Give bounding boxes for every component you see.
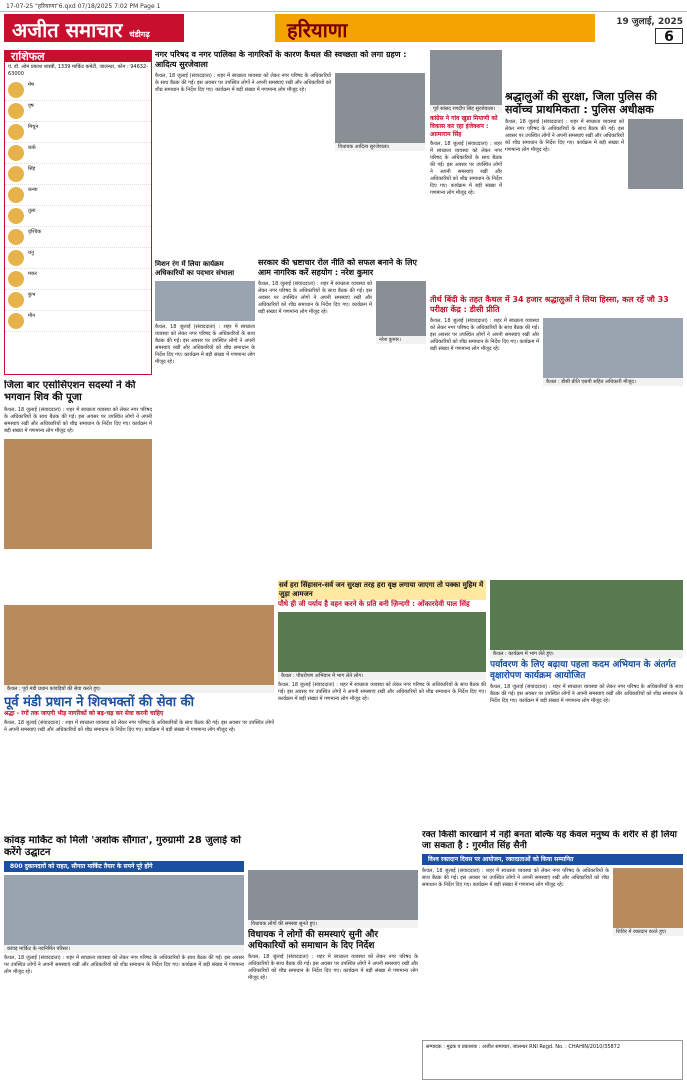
article-photo [335, 73, 425, 143]
article-photo [155, 281, 255, 321]
rashi-row [5, 248, 151, 269]
body: कैथल, 18 जुलाई (संवाददाता) : शहर में स्वच्छता व्यवस्था को लेकर नगर परिषद के अधिकारियों के साथ बैठक की गई। इस अवसर पर उपस्थित लोगों ने अपनी समस्याएं रखीं और अधिकारियों को शीघ्र समाधान के निर्देश दिए गए। कार्यक्रम में बड़ी संख्या में गणमान्य लोग मौजूद रहे। [278, 682, 486, 702]
article-photo [278, 612, 486, 672]
photo-caption: कांवड़ मार्किट के नवनिर्मित परिसर। [4, 945, 244, 953]
body: कैथल, 18 जुलाई (संवाददाता) : शहर में स्वच्छता व्यवस्था को लेकर नगर परिषद के अधिकारियों के साथ बैठक की गई। इस अवसर पर उपस्थित लोगों ने अपनी समस्याएं रखीं और अधिकारियों को शीघ्र समाधान के निर्देश दिए गए। कार्यक्रम में बड़ी संख्या में गणमान्य लोग मौजूद रहे। [248, 954, 418, 981]
masthead-brand [4, 14, 184, 42]
article-photo [4, 875, 244, 945]
rashi-row [5, 122, 151, 143]
photo-caption: कैथल : डीसी प्रीति एसपी सहित अधिकारी मौजूद। [543, 378, 683, 386]
headline: कांवड़ मार्किट को मिली 'अशोक सौगात', गुरुग्रामी 28 जुलाई को करेंगे उद्घाटन [4, 835, 241, 858]
issue-date: 19 जुलाई, 2025 [616, 17, 683, 27]
subheadline: विश्व रक्तदान दिवस पर आयोजन, रक्तदाताओं को किया सम्मानित [422, 854, 683, 865]
body: कैथल, 18 जुलाई (संवाददाता) : शहर में स्वच्छता व्यवस्था को लेकर नगर परिषद के अधिकारियों के साथ बैठक की गई। इस अवसर पर उपस्थित लोगों ने अपनी समस्याएं रखीं और अधिकारियों को शीघ्र समाधान के निर्देश दिए गए। कार्यक्रम में बड़ी संख्या में गणमान्य लोग मौजूद रहे। [430, 141, 502, 196]
article-photo [4, 605, 274, 685]
article-photo [4, 439, 152, 549]
subheadline: पौधे ही जी पर्याय है वहन करने के प्रति बनी ज़िन्दगी : ओंकारदेवी पाल सिंह [278, 600, 470, 608]
zodiac-icon [8, 292, 24, 308]
body: कैथल, 18 जुलाई (संवाददाता) : शहर में स्वच्छता व्यवस्था को लेकर नगर परिषद के अधिकारियों के साथ बैठक की गई। इस अवसर पर उपस्थित लोगों ने अपनी समस्याएं रखीं और अधिकारियों को शीघ्र समाधान के निर्देश दिए गए। कार्यक्रम में बड़ी संख्या में गणमान्य लोग मौजूद रहे। [422, 868, 609, 888]
photo-caption: कैथल : पौधरोपण अभियान में भाग लेते लोग। [278, 672, 486, 680]
headline: तीर्थ बिंदी के तहत कैथल में 34 हजार श्रद्धालुओं ने लिया हिस्सा, कल रहें जौ 33 परीक्षा केंद्र : डीसी प्रीति [430, 295, 669, 314]
zodiac-icon [8, 145, 24, 161]
headline: नगर परिषद व नगर पालिका के नागरिकों के कारण कैथल की स्वच्छता को लगा ग्रहण : आदित्य सुरजेवाला [155, 50, 407, 69]
rashifal-title: राशिफल [5, 51, 151, 62]
rashi-label: वृश्चिक [28, 229, 42, 235]
headline: पर्यावरण के लिए बढ़ाया पहला कदम अभियान के अंतर्गत वृक्षारोपण कार्यक्रम आयोजित [490, 660, 676, 681]
photo-caption: कैथल : कार्यक्रम में भाग लेते हुए। [490, 650, 683, 658]
zodiac-icon [8, 271, 24, 287]
headline: जिला बार एसोसिएशन सदस्यों ने की भगवान शिव की पूजा [4, 380, 136, 403]
rashi-label: मिथुन [28, 124, 39, 130]
article-mandi-pradhan [4, 605, 274, 830]
zodiac-icon [8, 82, 24, 98]
rashi-label: कर्क [28, 145, 36, 151]
photo-caption: कैथल : पूर्व मंडी प्रधान कांवड़ियों की सेवा करते हुए। [4, 685, 274, 693]
body: कैथल, 18 जुलाई (संवाददाता) : शहर में स्वच्छता व्यवस्था को लेकर नगर परिषद के अधिकारियों के साथ बैठक की गई। इस अवसर पर उपस्थित लोगों ने अपनी समस्याएं रखीं और अधिकारियों को शीघ्र समाधान के निर्देश दिए गए। कार्यक्रम में बड़ी संख्या में गणमान्य लोग मौजूद रहे। [155, 73, 331, 93]
zodiac-icon [8, 166, 24, 182]
article-photo [543, 318, 683, 378]
article-photo [248, 870, 418, 920]
article-police [505, 90, 683, 290]
zodiac-icon [8, 208, 24, 224]
section-title: हरियाणा [275, 14, 595, 42]
photo-caption: विधायक आदित्य सुरजेवाला। [335, 143, 425, 151]
rashi-row [5, 269, 151, 290]
article-photo [376, 281, 426, 336]
zodiac-icon [8, 313, 24, 329]
article-mla [248, 870, 418, 1075]
body: कैथल, 18 जुलाई (संवाददाता) : शहर में स्वच्छता व्यवस्था को लेकर नगर परिषद के अधिकारियों के साथ बैठक की गई। इस अवसर पर उपस्थित लोगों ने अपनी समस्याएं रखीं और अधिकारियों को शीघ्र समाधान के निर्देश दिए गए। कार्यक्रम में बड़ी संख्या में गणमान्य लोग मौजूद रहे। [4, 720, 274, 733]
headline: कांग्रेस ने गांव खुडा मियाणी को विकास कर रहा इंजेक्शन : आत्माराम सिंह [430, 115, 498, 138]
article-blood-donation [422, 830, 683, 1035]
article-kanwar-yatra [430, 295, 683, 445]
article-surjewala [155, 50, 425, 255]
rashi-row [5, 185, 151, 206]
zodiac-icon [8, 187, 24, 203]
headline: सर्व हरा सिंहासन-सर्व जन सुरक्षा तरह हरा वृक्ष लगाया जाएगा तो पक्का मुहिम में जुड़ा आमजन [278, 580, 486, 600]
rashi-row [5, 206, 151, 227]
body: कैथल, 18 जुलाई (संवाददाता) : शहर में स्वच्छता व्यवस्था को लेकर नगर परिषद के अधिकारियों के साथ बैठक की गई। इस अवसर पर उपस्थित लोगों ने अपनी समस्याएं रखीं और अधिकारियों को शीघ्र समाधान के निर्देश दिए गए। कार्यक्रम में बड़ी संख्या में गणमान्य लोग मौजूद रहे। [155, 324, 255, 365]
article-photo [628, 119, 683, 189]
rashi-label: मेष [28, 82, 34, 88]
body: कैथल, 18 जुलाई (संवाददाता) : शहर में स्वच्छता व्यवस्था को लेकर नगर परिषद के अधिकारियों के साथ बैठक की गई। इस अवसर पर उपस्थित लोगों ने अपनी समस्याएं रखीं और अधिकारियों को शीघ्र समाधान के निर्देश दिए गए। कार्यक्रम में बड़ी संख्या में गणमान्य लोग मौजूद रहे। [4, 955, 244, 975]
article-photo [430, 50, 502, 105]
rashi-label: कन्या [28, 187, 38, 193]
rashi-row [5, 311, 151, 332]
article-tree-plantation [278, 580, 486, 825]
headline: श्रद्धालुओं की सुरक्षा, जिला पुलिस की सर्वोच्च प्राथमिकता : पुलिस अधीक्षक [505, 90, 658, 116]
photo-caption: नरेश कुमार। [376, 336, 426, 344]
article-photo [613, 868, 683, 928]
rashi-row [5, 290, 151, 311]
brand-city: चंडीगढ़ [129, 30, 150, 39]
zodiac-icon [8, 229, 24, 245]
article-environment [490, 580, 683, 825]
article-bar-association [4, 380, 152, 600]
footer-imprint: सम्पादक : मुद्रक व प्रकाशक : अजीत समाचार, जालन्धर RNI Regd. No. : CHAHIN/2010/35872 [422, 1040, 683, 1080]
headline: पूर्व मंडी प्रधान ने शिवभक्तों की सेवा की [4, 695, 194, 710]
headline: रक्त किसी कारखाने में नहीं बनता बल्कि यह केवल मनुष्य के शरीर से ही लिया जा सकता है : गुरमीत सिंह सैनी [422, 830, 678, 851]
article-mission [155, 260, 255, 390]
rashi-label: वृष [28, 103, 34, 109]
headline: सरकार की भ्रष्टाचार रोल नीति को सफल बनाने के लिए आम नागरिक करें सहयोग : नरेश कुमार [258, 258, 417, 277]
article-photo [490, 580, 683, 650]
rashi-row [5, 80, 151, 101]
photo-caption: विधायक लोगों की समस्या सुनते हुए। [248, 920, 418, 928]
photo-caption: पूर्व सांसद रणदीप सिंह सुरजेवाला। [430, 105, 502, 113]
subheadline: 800 दुकानदारों को राहत, सौगात मार्किट तैयार के सपने पूरे होंगे [4, 861, 244, 872]
rashi-row [5, 143, 151, 164]
rashifal-box [4, 50, 152, 375]
article-naresh [258, 258, 426, 418]
rashifal-intro: पं. डॉ. ओम प्रकाश शास्त्री, 1339 मार्किट कमेटी, जालन्धर, फोन : 94632-63000 [8, 64, 148, 77]
body: कैथल, 18 जुलाई (संवाददाता) : शहर में स्वच्छता व्यवस्था को लेकर नगर परिषद के अधिकारियों के साथ बैठक की गई। इस अवसर पर उपस्थित लोगों ने अपनी समस्याएं रखीं और अधिकारियों को शीघ्र समाधान के निर्देश दिए गए। कार्यक्रम में बड़ी संख्या में गणमान्य लोग मौजूद रहे। [490, 684, 683, 704]
rashi-row [5, 101, 151, 122]
rashi-label: तुला [28, 208, 36, 214]
rashi-label: मकर [28, 271, 37, 277]
article-randeep [430, 50, 502, 290]
rashi-label: धनु [28, 250, 34, 256]
body: कैथल, 18 जुलाई (संवाददाता) : शहर में स्वच्छता व्यवस्था को लेकर नगर परिषद के अधिकारियों के साथ बैठक की गई। इस अवसर पर उपस्थित लोगों ने अपनी समस्याएं रखीं और अधिकारियों को शीघ्र समाधान के निर्देश दिए गए। कार्यक्रम में बड़ी संख्या में गणमान्य लोग मौजूद रहे। [505, 119, 625, 153]
headline: विधायक ने लोगों की समस्याएं सुनी और अधिकारियों को समाधान के दिए निर्देश [248, 930, 378, 951]
zodiac-icon [8, 103, 24, 119]
article-kanwar-market [4, 835, 244, 1075]
body: कैथल, 18 जुलाई (संवाददाता) : शहर में स्वच्छता व्यवस्था को लेकर नगर परिषद के अधिकारियों के साथ बैठक की गई। इस अवसर पर उपस्थित लोगों ने अपनी समस्याएं रखीं और अधिकारियों को शीघ्र समाधान के निर्देश दिए गए। कार्यक्रम में बड़ी संख्या में गणमान्य लोग मौजूद रहे। [258, 281, 372, 315]
zodiac-icon [8, 250, 24, 266]
print-info-line: 17-07-25 "हरियाणा"6.qxd 07/18/2025 7:02 PM Page 1 [0, 0, 687, 12]
rashi-label: कुंभ [28, 292, 36, 298]
page-number: 6 [655, 28, 683, 44]
rashi-label: मीन [28, 313, 36, 319]
rashi-row [5, 227, 151, 248]
body: कैथल, 18 जुलाई (संवाददाता) : शहर में स्वच्छता व्यवस्था को लेकर नगर परिषद के अधिकारियों के साथ बैठक की गई। इस अवसर पर उपस्थित लोगों ने अपनी समस्याएं रखीं और अधिकारियों को शीघ्र समाधान के निर्देश दिए गए। कार्यक्रम में बड़ी संख्या में गणमान्य लोग मौजूद रहे। [430, 318, 539, 352]
zodiac-icon [8, 124, 24, 140]
rashi-label: सिंह [28, 166, 36, 172]
headline: मिशन रंग में लिया कार्यक्रम अधिकारियों का पदभार संभाला [155, 260, 235, 277]
body: कैथल, 18 जुलाई (संवाददाता) : शहर में स्वच्छता व्यवस्था को लेकर नगर परिषद के अधिकारियों के साथ बैठक की गई। इस अवसर पर उपस्थित लोगों ने अपनी समस्याएं रखीं और अधिकारियों को शीघ्र समाधान के निर्देश दिए गए। कार्यक्रम में बड़ी संख्या में गणमान्य लोग मौजूद रहे। [4, 407, 152, 434]
photo-caption: शिविर में रक्तदान करते हुए। [613, 928, 683, 936]
subheadline: श्रद्धा - रंगों तक जाएगी भीड़ नागरिकों को बढ़-चढ़ कर सेवा करनी चाहिए [4, 710, 164, 717]
brand-name: अजीत समाचार [12, 18, 123, 42]
rashi-row [5, 164, 151, 185]
